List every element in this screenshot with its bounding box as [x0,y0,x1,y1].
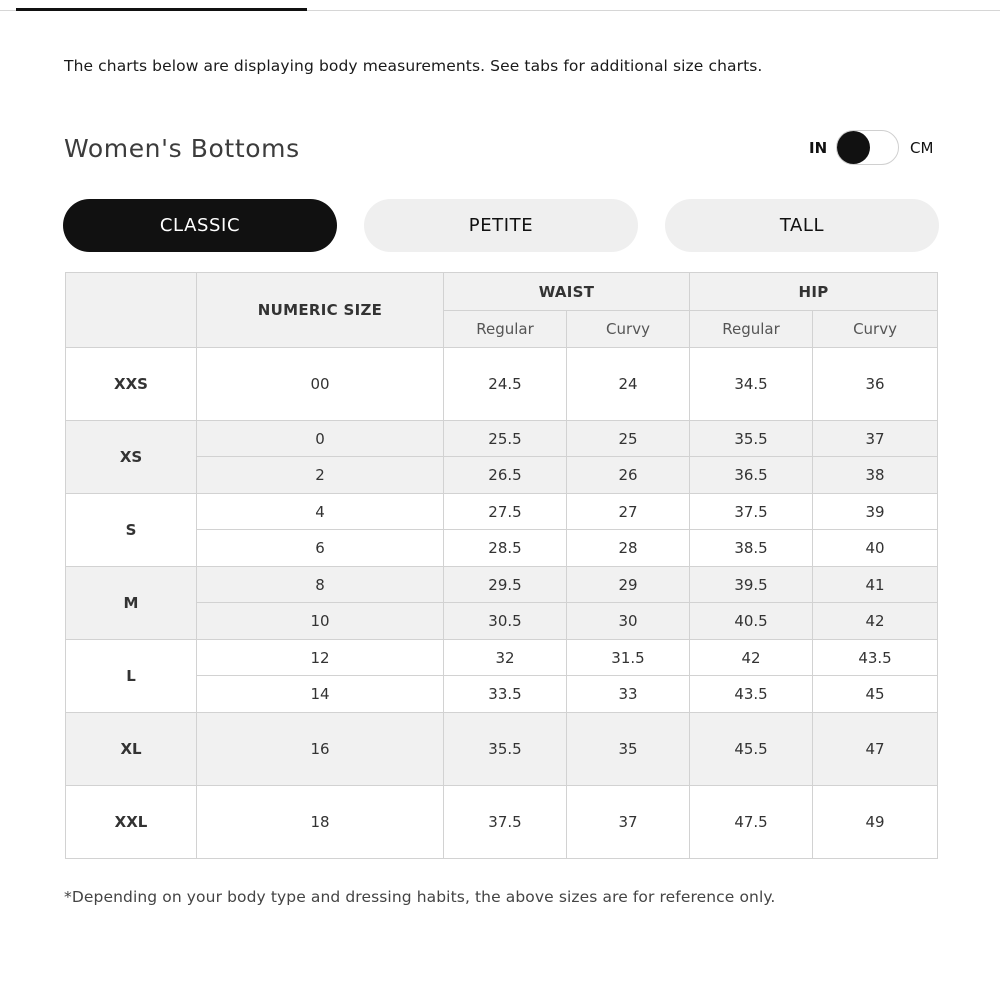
hip-curvy-cell: 37 [813,421,938,457]
hip-regular-cell: 39.5 [690,567,813,603]
hip-curvy-cell: 49 [813,786,938,859]
waist-regular-cell: 35.5 [444,713,567,786]
hip-curvy-cell: 42 [813,603,938,640]
size-label-cell: L [66,640,197,713]
size-label-cell: M [66,567,197,640]
section-title: Women's Bottoms [64,134,300,163]
numeric-size-cell: 14 [197,676,444,713]
waist-curvy-cell: 33 [567,676,690,713]
numeric-size-cell: 16 [197,713,444,786]
tab-classic[interactable]: CLASSIC [63,199,337,252]
hip-curvy-cell: 40 [813,530,938,567]
hip-curvy-cell: 41 [813,567,938,603]
hip-regular-cell: 40.5 [690,603,813,640]
numeric-size-cell: 6 [197,530,444,567]
top-tab-bar [0,0,1000,12]
waist-regular-cell: 25.5 [444,421,567,457]
hip-curvy-cell: 39 [813,494,938,530]
waist-curvy-cell: 31.5 [567,640,690,676]
size-table [65,272,938,859]
unit-toggle [808,130,943,166]
waist-curvy-cell: 26 [567,457,690,494]
active-tab-underline[interactable] [16,8,307,11]
table-row [66,603,938,640]
header-hip-curvy: Curvy [813,311,938,348]
waist-curvy-cell: 24 [567,348,690,421]
size-label-cell: XS [66,421,197,494]
header-waist: WAIST [444,273,690,311]
hip-regular-cell: 43.5 [690,676,813,713]
waist-regular-cell: 32 [444,640,567,676]
table-row [66,348,938,421]
intro-text: The charts below are displaying body measurements. See tabs for additional size charts. [64,57,763,75]
numeric-size-cell: 2 [197,457,444,494]
tab-tall[interactable]: TALL [665,199,939,252]
size-label-cell: S [66,494,197,567]
hip-regular-cell: 37.5 [690,494,813,530]
unit-cm-label[interactable]: CM [910,139,934,157]
waist-regular-cell: 26.5 [444,457,567,494]
table-row [66,676,938,713]
size-label-cell: XXL [66,786,197,859]
waist-curvy-cell: 28 [567,530,690,567]
hip-regular-cell: 47.5 [690,786,813,859]
hip-curvy-cell: 36 [813,348,938,421]
waist-curvy-cell: 30 [567,603,690,640]
table-row [66,786,938,859]
hip-curvy-cell: 43.5 [813,640,938,676]
fit-tabs [63,199,939,252]
waist-curvy-cell: 29 [567,567,690,603]
header-waist-curvy: Curvy [567,311,690,348]
header-numeric-size: NUMERIC SIZE [197,273,444,348]
table-row [66,567,938,603]
waist-regular-cell: 33.5 [444,676,567,713]
hip-regular-cell: 38.5 [690,530,813,567]
numeric-size-cell: 18 [197,786,444,859]
numeric-size-cell: 8 [197,567,444,603]
hip-regular-cell: 36.5 [690,457,813,494]
hip-curvy-cell: 47 [813,713,938,786]
waist-regular-cell: 37.5 [444,786,567,859]
waist-regular-cell: 30.5 [444,603,567,640]
waist-curvy-cell: 27 [567,494,690,530]
tab-petite[interactable]: PETITE [364,199,638,252]
table-row [66,713,938,786]
hip-regular-cell: 42 [690,640,813,676]
waist-regular-cell: 27.5 [444,494,567,530]
hip-regular-cell: 35.5 [690,421,813,457]
table-row [66,421,938,457]
hip-regular-cell: 45.5 [690,713,813,786]
footnote: *Depending on your body type and dressing habits, the above sizes are for reference only. [64,888,776,906]
table-row [66,640,938,676]
waist-curvy-cell: 37 [567,786,690,859]
size-label-cell: XXS [66,348,197,421]
table-row [66,494,938,530]
numeric-size-cell: 0 [197,421,444,457]
table-row [66,530,938,567]
header-size-label [66,273,197,348]
hip-curvy-cell: 38 [813,457,938,494]
header-hip: HIP [690,273,938,311]
numeric-size-cell: 00 [197,348,444,421]
numeric-size-cell: 12 [197,640,444,676]
table-row [66,457,938,494]
unit-toggle-switch[interactable] [836,130,899,165]
unit-in-label[interactable]: IN [809,139,828,157]
size-label-cell: XL [66,713,197,786]
hip-curvy-cell: 45 [813,676,938,713]
waist-regular-cell: 28.5 [444,530,567,567]
header-waist-regular: Regular [444,311,567,348]
unit-toggle-knob [837,131,870,164]
waist-regular-cell: 29.5 [444,567,567,603]
hip-regular-cell: 34.5 [690,348,813,421]
waist-curvy-cell: 25 [567,421,690,457]
waist-curvy-cell: 35 [567,713,690,786]
header-hip-regular: Regular [690,311,813,348]
numeric-size-cell: 10 [197,603,444,640]
numeric-size-cell: 4 [197,494,444,530]
waist-regular-cell: 24.5 [444,348,567,421]
